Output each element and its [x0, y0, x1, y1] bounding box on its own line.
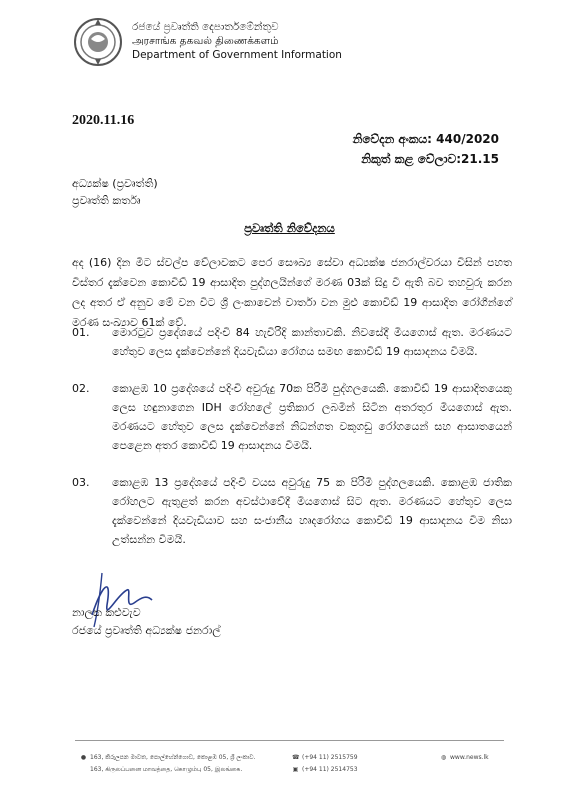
footer-contact	[292, 752, 358, 776]
release-number: නිවේදන අංකය: 440/2020	[352, 132, 499, 146]
list-item-number: 01.	[72, 326, 90, 339]
document-title: ප්‍රවෘත්ති නිවේදනය	[244, 221, 335, 235]
list-item-text: මොරටුව ප්‍රදේශයේ පදිංචි 84 හැවිරිදි කාන්තාවකි. නිවසේදී මියගොස් ඇත. මරණයට හේතුව ලෙස දැක්වෙන්නේ දියවැඩියා රෝගය සමඟ කොවිඩ් 19 ආසාදනය වීමයි.	[112, 326, 512, 358]
signatory-block	[72, 604, 221, 640]
footer-address-line-1: 163, කිරුලපන මාවත, පොල්හේන්ගොඩ, කොළඹ 05, ශ්‍රී ලංකාව.	[90, 754, 256, 761]
intro-paragraph: අද (16) දින මීට ස්වල්ප වේලාවකට පෙර සෞඛ්‍ය සේවා අධ්‍යක්ෂ ජනරාල්වරයා විසින් පහත විස්තර දැක්වෙන කොවිඩ් 19 ආසාදිත පුද්ගලයින්ගේ මරණ 03ක් සිදු වී ඇති බව තහවුරු කරන ලද අතර ඒ අනුව මේ වන විට ශ්‍රී ලංකාවෙන් වාර්තා වන මුළු කොවිඩ් 19 ආසාදිත රෝගීන්ගේ මරණ සංඛ්‍යාව 61ක් වේ.	[72, 256, 512, 329]
phone-icon: ☎	[292, 754, 300, 761]
list-item-number: 02.	[72, 382, 90, 395]
list-item	[72, 379, 512, 455]
list-item-text: කොළඹ 10 ප්‍රදේශයේ පදිංචි අවුරුදු 70ක පිරිමි පුද්ගලයෙකි. කොවිඩ් 19 ආසාදිතයෙකු ලෙස හඳුනාගෙන IDH රෝහලේ ප්‍රතිකාර ලබමින් සිටින අතරතුර මියගොස් ඇත. මරණයට හේතුව ලෙස දැක්වෙන්නේ නිධන්ගත වකුගඩු රෝගයෙන් සහ ආසාතයෙන් පෙළෙන අතර කොවිඩ් 19 ආසාදනය වීමයි.	[112, 382, 512, 452]
list-item	[72, 323, 512, 361]
addressee-line-1: අධ්‍යක්ෂ (ප්‍රවෘත්ති)	[72, 177, 158, 190]
footer-fax: (+94 11) 2514753	[302, 766, 358, 773]
footer	[0, 740, 579, 800]
list-item-text: කොළඹ 13 ප්‍රදේශයේ පදිංචි වයස අවුරුදු 75 ක පිරිමි පුද්ගලයෙකි. කොළඹ ජාතික රෝහලට ඇතුළත් කරන අවස්ථාවේදී මියගොස් සිට ඇත. මරණයට හේතුව ලෙස දැක්වෙන්නේ දියවැඩියාව සහ සංජානීය හෘදරෝගය කොවිඩ් 19 ආසාදනය වීම නිසා උත්සන්න වීමයි.	[112, 476, 512, 546]
footer-address	[80, 752, 256, 776]
addressee-line-2: ප්‍රවෘත්ති කර්තෘ	[72, 194, 141, 207]
department-name-tamil: அரசாங்க தகவல் திணைக்களம்	[132, 35, 279, 47]
government-emblem-logo	[73, 15, 123, 69]
signatory-title: රජයේ ප්‍රවෘත්ති අධ්‍යක්ෂ ජනරාල්	[72, 624, 221, 637]
release-date: 2020.11.16	[72, 113, 135, 128]
department-name-block	[132, 20, 342, 62]
footer-website[interactable]: www.news.lk	[450, 754, 489, 761]
list-item-number: 03.	[72, 476, 90, 489]
addressee-block	[72, 175, 158, 209]
department-name-english: Department of Government Information	[132, 49, 342, 61]
death-list	[72, 323, 512, 567]
signatory-name: නාලක කළුවැව	[72, 606, 141, 619]
location-icon: ●	[80, 754, 87, 761]
department-name-sinhala: රජයේ ප්‍රවෘත්ති දෙපාර්තමේන්තුව	[132, 21, 279, 33]
globe-icon: ◍	[440, 754, 447, 761]
release-time: නිකුත් කළ වේලාව:21.15	[361, 152, 499, 166]
footer-divider	[75, 740, 504, 741]
footer-phone: (+94 11) 2515759	[302, 754, 358, 761]
list-item	[72, 473, 512, 549]
fax-icon: ▣	[292, 766, 299, 773]
footer-address-line-2: 163, கிருலப்பனை மாவத்தை, கொழும்பு 05, இலங்கை.	[90, 766, 243, 773]
release-meta	[353, 129, 499, 169]
footer-web	[440, 752, 489, 764]
